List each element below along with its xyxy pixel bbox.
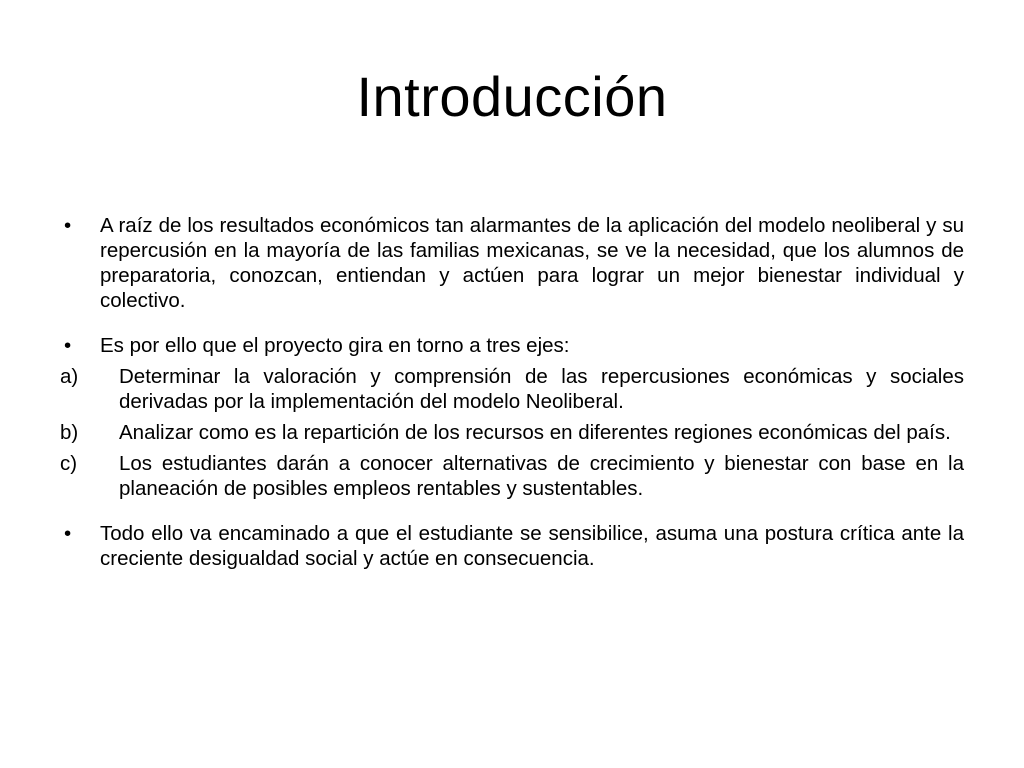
axis-text: Analizar como es la repartición de los recursos en diferentes regiones económicas del país. (119, 421, 951, 444)
bullet-text: A raíz de los resultados económicos tan alarmantes de la aplicación del modelo neoliberal y su repercusión en la mayoría de las familias mexicanas, se ve la necesidad, que los alumnos de preparatoria, conozcan, entiendan y actúen para lograr un mejor bienestar individual y colectivo. (100, 214, 964, 312)
axis-item-a (60, 364, 964, 414)
axis-text: Los estudiantes darán a conocer alternativas de crecimiento y bienestar con base en la planeación de posibles empleos rentables y sustentables. (119, 452, 964, 500)
bullet-text: Todo ello va encaminado a que el estudiante se sensibilice, asuma una postura crítica ante la creciente desigualdad social y actúe en consecuencia. (100, 522, 964, 570)
axis-marker: b) (60, 421, 79, 444)
axis-text: Determinar la valoración y comprensión de las repercusiones económicas y sociales derivadas por la implementación del modelo Neoliberal. (119, 365, 964, 413)
bullet-marker: • (64, 522, 72, 545)
axis-item-b (60, 420, 964, 445)
bullet-text: Es por ello que el proyecto gira en torno a tres ejes: (100, 334, 570, 357)
slide-title: Introducción (356, 65, 668, 128)
axis-item-c (60, 451, 964, 501)
bullet-marker: • (64, 214, 72, 237)
axis-marker: a) (60, 365, 79, 388)
slide-body (60, 213, 964, 571)
bullet-marker: • (64, 334, 72, 357)
bullet-item (60, 213, 964, 313)
bullet-item (60, 333, 964, 358)
closing-bullet-item (60, 521, 964, 571)
axis-marker: c) (60, 452, 78, 475)
